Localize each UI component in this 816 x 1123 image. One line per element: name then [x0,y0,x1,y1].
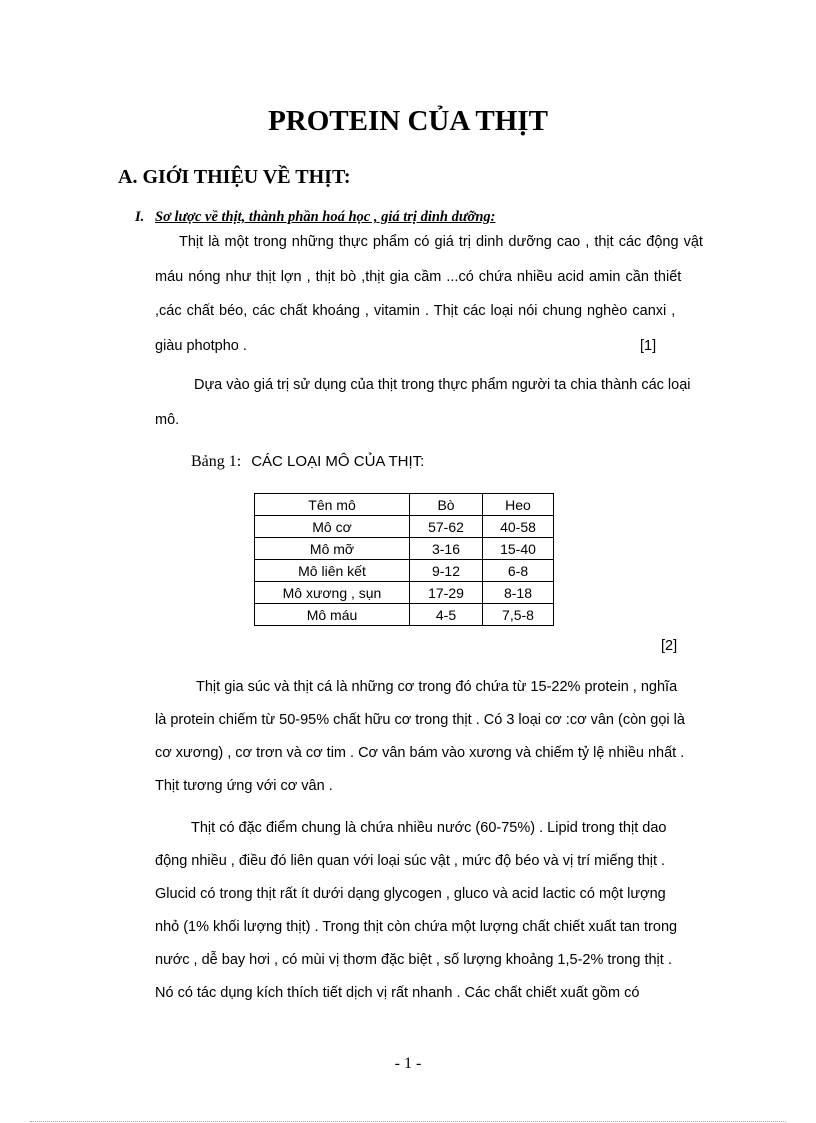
section-i-title: Sơ lược về thịt, thành phần hoá học , giá trị dinh dưỡng: [155,209,496,225]
table-cell: 4-5 [410,604,483,626]
paragraph-line: Thịt là một trong những thực phẩm có giá trị dinh dưỡng cao , thịt các động vật [179,234,703,250]
table-cell: 17-29 [410,582,483,604]
section-i-heading [135,209,495,226]
paragraph-line: giàu photpho . [155,338,247,354]
section-a-heading: A. GIỚI THIỆU VỀ THỊT: [118,166,351,188]
paragraph-line: Thịt tương ứng với cơ vân . [155,778,333,794]
section-i-number: I. [135,209,145,225]
paragraph-line: mô. [155,412,180,428]
page-bottom-divider [30,1121,786,1122]
paragraph-line: ,các chất béo, các chất khoáng , vitamin . Thịt các loại nói chung nghèo canxi , [155,303,676,319]
citation-ref: [1] [640,338,657,354]
document-title: PROTEIN CỦA THỊT [268,105,548,137]
paragraph-line: động nhiều , điều đó liên quan với loại súc vật , mức độ béo và vị trí miếng thịt . [155,853,666,869]
table-header-cell: Tên mô [255,494,410,516]
table-caption-label: Bảng 1: [191,453,242,470]
paragraph-line: là protein chiếm từ 50-95% chất hữu cơ trong thịt . Có 3 loại cơ :cơ vân (còn gọi là [155,712,685,728]
table-cell: Mô xương , sụn [255,582,410,604]
paragraph-line: nhỏ (1% khối lượng thịt) . Trong thịt còn chứa một lượng chất chiết xuất tan trong [155,919,678,935]
table-citation-ref: [2] [661,638,678,654]
paragraph-line: Thịt có đặc điểm chung là chứa nhiều nước (60-75%) . Lipid trong thịt dao [191,820,667,836]
table-cell: Mô liên kết [255,560,410,582]
table-caption [191,453,424,471]
table-cell: 57-62 [410,516,483,538]
table-cell: 6-8 [483,560,554,582]
table-row [255,604,554,626]
tissue-table [254,493,554,626]
table-cell: 40-58 [483,516,554,538]
paragraph-line: Nó có tác dụng kích thích tiết dịch vị rất nhanh . Các chất chiết xuất gồm có [155,985,640,1001]
table-cell: 7,5-8 [483,604,554,626]
table-row [255,538,554,560]
paragraph-line: cơ xương) , cơ trơn và cơ tim . Cơ vân bám vào xương và chiếm tỷ lệ nhiều nhất . [155,745,685,761]
paragraph-line: máu nóng như thịt lợn , thịt bò ,thịt gia cầm ...có chứa nhiều acid amin cần thiết [155,269,682,285]
table-cell: 8-18 [483,582,554,604]
table-header-cell: Bò [410,494,483,516]
table-cell: 15-40 [483,538,554,560]
table-cell: 9-12 [410,560,483,582]
paragraph-line: Glucid có trong thịt rất ít dưới dạng glycogen , gluco và acid lactic có một lượng [155,886,666,902]
paragraph-line: nước , dễ bay hơi , có mùi vị thơm đặc biệt , số lượng khoảng 1,5-2% trong thịt . [155,952,672,968]
table-cell: Mô mỡ [255,538,410,560]
table-cell: 3-16 [410,538,483,560]
table-row [255,516,554,538]
table-caption-title: CÁC LOẠI MÔ CỦA THỊT: [251,453,425,470]
table-cell: Mô máu [255,604,410,626]
paragraph-line: Dựa vào giá trị sử dụng của thịt trong thực phẩm người ta chia thành các loại [194,377,691,393]
page-number: - 1 - [394,1055,422,1072]
paragraph-line: Thịt gia súc và thịt cá là những cơ trong đó chứa từ 15-22% protein , nghĩa [196,679,678,695]
table-cell: Mô cơ [255,516,410,538]
table-header-cell: Heo [483,494,554,516]
table-row [255,560,554,582]
table-row [255,582,554,604]
table-header-row [255,494,554,516]
